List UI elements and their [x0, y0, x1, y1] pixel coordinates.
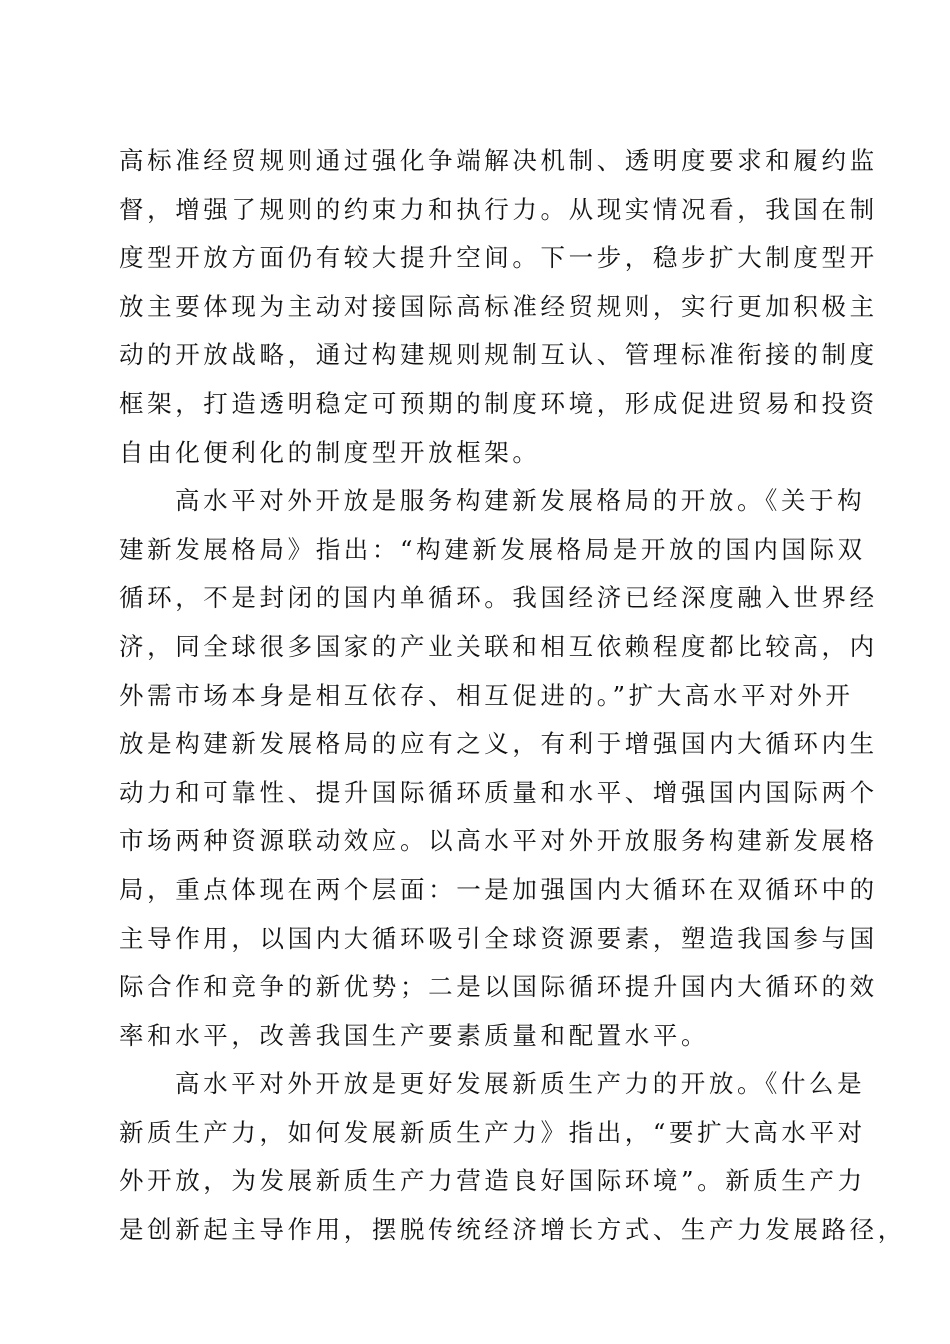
paragraph-3 — [119, 1060, 906, 1254]
text-line: 循环，不是封闭的国内单循环。我国经济已经深度融入世界经 — [119, 583, 878, 613]
text-line: 督，增强了规则的约束力和执行力。从现实情况看，我国在制 — [119, 194, 878, 224]
text-line: 建新发展格局》指出：“构建新发展格局是开放的国内国际双 — [119, 534, 866, 564]
paragraph-1 — [119, 137, 878, 477]
text-line: 框架，打造透明稳定可预期的制度环境，形成促进贸易和投资 — [119, 388, 878, 418]
text-line: 主导作用，以国内大循环吸引全球资源要素，塑造我国参与国 — [119, 923, 878, 953]
text-line: 际合作和竞争的新优势；二是以国际循环提升国内大循环的效 — [119, 972, 878, 1002]
text-line: 高水平对外开放是更好发展新质生产力的开放。《什么是 — [175, 1069, 866, 1099]
text-line: 高标准经贸规则通过强化争端解决机制、透明度要求和履约监 — [119, 146, 878, 175]
paragraph-2 — [119, 477, 878, 1060]
text-line: 率和水平，改善我国生产要素质量和配置水平。 — [119, 1020, 710, 1050]
text-line: 动的开放战略，通过构建规则规制互认、管理标准衔接的制度 — [119, 340, 878, 370]
text-line: 新质生产力，如何发展新质生产力》指出，“要扩大高水平对 — [119, 1117, 866, 1147]
document-body — [119, 137, 906, 1255]
text-line: 放主要体现为主动对接国际高标准经贸规则，实行更加积极主 — [119, 291, 878, 321]
text-line: 放是构建新发展格局的应有之义，有利于增强国内大循环内生 — [119, 729, 878, 759]
text-line: 外需市场本身是相互依存、相互促进的。”扩大高水平对外开 — [119, 680, 854, 710]
text-line: 动力和可靠性、提升国际循环质量和水平、增强国内国际两个 — [119, 777, 878, 807]
text-line: 外开放，为发展新质生产力营造良好国际环境”。新质生产力 — [119, 1166, 866, 1196]
text-line: 局，重点体现在两个层面：一是加强国内大循环在双循环中的 — [119, 874, 878, 904]
text-line: 济，同全球很多国家的产业关联和相互依赖程度都比较高，内 — [119, 631, 878, 661]
text-line: 高水平对外开放是服务构建新发展格局的开放。《关于构 — [175, 486, 866, 516]
text-line: 度型开放方面仍有较大提升空间。下一步，稳步扩大制度型开 — [119, 243, 878, 273]
text-line: 自由化便利化的制度型开放框架。 — [119, 437, 541, 467]
text-line: 是创新起主导作用，摆脱传统经济增长方式、生产力发展路径， — [119, 1215, 906, 1245]
text-line: 市场两种资源联动效应。以高水平对外开放服务构建新发展格 — [119, 826, 878, 856]
